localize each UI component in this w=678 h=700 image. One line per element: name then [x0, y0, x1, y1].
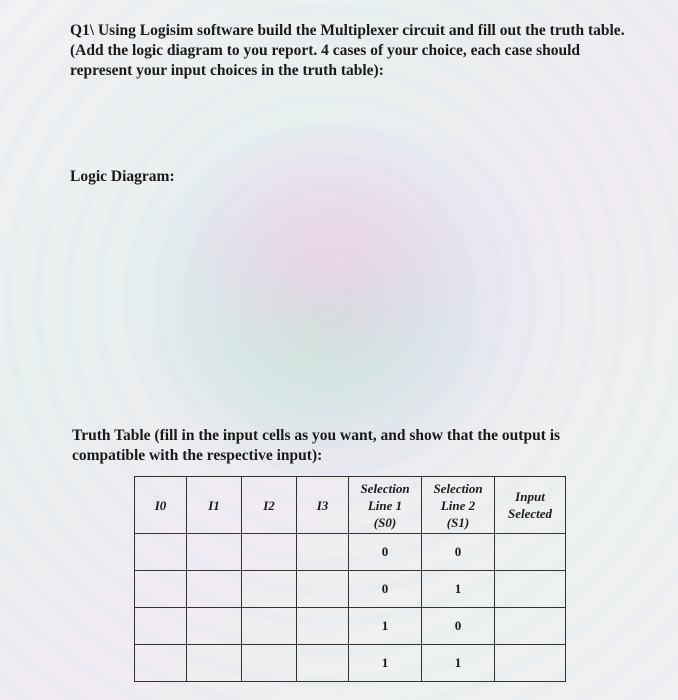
- cell-i1: [187, 645, 242, 682]
- table-row: [135, 645, 566, 682]
- truth-table-label: Truth Table (fill in the input cells as you want, and show that the output is compatible with the respective input):: [72, 427, 561, 464]
- cell-i0: [135, 571, 187, 608]
- truth-table: [134, 476, 566, 682]
- header-output-line2: Selected: [507, 506, 553, 521]
- cell-output: [495, 534, 566, 571]
- header-s0-line2: Line 1: [367, 497, 403, 513]
- header-i3: I3: [297, 477, 349, 534]
- cell-s0: 0: [349, 534, 422, 571]
- cell-i1: [187, 571, 242, 608]
- cell-s1: 0: [422, 534, 495, 571]
- header-output-line1: Input: [515, 489, 545, 504]
- header-s1-line2: Line 2: [440, 497, 476, 513]
- cell-output: [495, 608, 566, 645]
- cell-s0: 1: [349, 645, 422, 682]
- cell-output: [495, 571, 566, 608]
- cell-i3: [297, 571, 349, 608]
- cell-i2: [242, 645, 297, 682]
- cell-i1: [187, 534, 242, 571]
- question-title: Q1\ Using Logisim software build the Multiplexer circuit and fill out the truth table. (Add the logic diagram to you report. 4 cases of your choice, each case should represent your input choices in the truth table):: [70, 22, 625, 79]
- header-s1-line1: Selection: [433, 480, 483, 496]
- cell-i0: [135, 608, 187, 645]
- cell-s0: 0: [349, 571, 422, 608]
- cell-i3: [297, 608, 349, 645]
- cell-i3: [297, 534, 349, 571]
- cell-i0: [135, 645, 187, 682]
- cell-i1: [187, 608, 242, 645]
- cell-i2: [242, 534, 297, 571]
- table-row: [135, 534, 566, 571]
- header-s0-line1: Selection: [360, 480, 410, 496]
- cell-s0: 1: [349, 608, 422, 645]
- cell-s1: 1: [422, 571, 495, 608]
- table-row: [135, 571, 566, 608]
- header-s0-line3: (S0): [373, 514, 397, 530]
- cell-output: [495, 645, 566, 682]
- header-s1-line3: (S1): [446, 514, 470, 530]
- header-i2: I2: [242, 477, 297, 534]
- cell-s1: 0: [422, 608, 495, 645]
- header-i1: I1: [187, 477, 242, 534]
- header-s1: [422, 477, 495, 534]
- cell-i3: [297, 645, 349, 682]
- table-row: [135, 608, 566, 645]
- cell-i2: [242, 571, 297, 608]
- header-i0: I0: [135, 477, 187, 534]
- cell-s1: 1: [422, 645, 495, 682]
- header-s0: [349, 477, 422, 534]
- cell-i0: [135, 534, 187, 571]
- cell-i2: [242, 608, 297, 645]
- truth-table-header-row: [135, 477, 566, 534]
- header-output: [495, 477, 566, 534]
- logic-diagram-label: Logic Diagram:: [70, 168, 175, 185]
